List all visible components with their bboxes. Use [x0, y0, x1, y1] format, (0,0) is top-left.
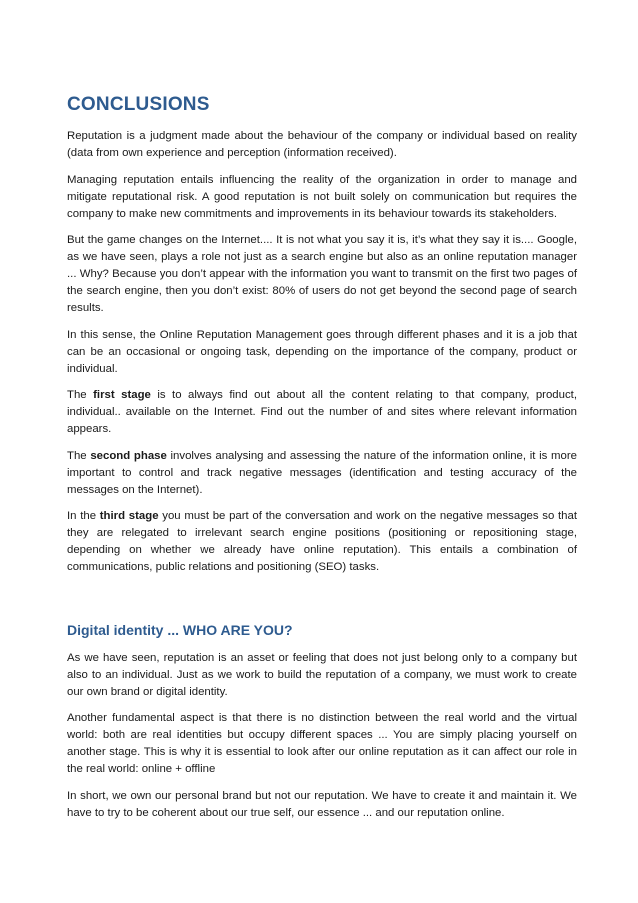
text-run: The	[67, 389, 94, 401]
paragraph: Reputation is a judgment made about the behaviour of the company or individual based on reality (data from own experience and perception (information received).	[67, 130, 577, 159]
paragraph: But the game changes on the Internet.... It is not what you say it is, it’s what they say it is.... Google, as we have seen, plays a role not just as a search engine but also as an online reputation manager ... Why? Because you don’t appear with the information you want to transmit on the first two pages of the search engine, then you don’t exist: 80% of users do not get beyond the second page of search results.	[67, 234, 577, 314]
bold-term: first stage	[93, 389, 151, 401]
paragraph: In this sense, the Online Reputation Management goes through different phases and it is a job that can be an occasional or ongoing task, depending on the importance of the company, product or individual.	[67, 328, 577, 375]
paragraph: Another fundamental aspect is that there is no distinction between the real world and the virtual world: both are real identities but occupy different spaces ... You are simply placing yourself on another stage. This is why it is essential to look after our online reputation as it can affect our role in the real world: online + offline	[67, 712, 577, 775]
document-page	[67, 92, 577, 831]
text-run: you must be part of the conversation and work on the negative messages so that they are relegated to irrelevant search engine positions (positioning or repositioning stage, depending on whether we already have online reputation). This entails a combination of communications, public relations and positioning (SEO) tasks.	[67, 510, 578, 573]
paragraph: As we have seen, reputation is an asset or feeling that does not just belong only to a company but also to an individual. Just as we work to build the reputation of a company, we must work to create our own brand or digital identity.	[67, 651, 577, 698]
conclusions-heading: CONCLUSIONS	[67, 94, 210, 115]
digital-identity-heading: Digital identity ... WHO ARE YOU?	[67, 621, 293, 638]
section-spacer	[67, 586, 577, 620]
text-run: is to always find out about all the content relating to that company, product, individual.. available on the Internet. Find out the number of and sites where relevant information appears.	[67, 389, 577, 435]
bold-term: third stage	[99, 510, 159, 522]
text-run: In the	[67, 510, 100, 522]
paragraph: In short, we own our personal brand but not our reputation. We have to create it and maintain it. We have to try to be coherent about our true self, our essence ... and our reputation online.	[67, 789, 577, 819]
paragraph: Managing reputation entails influencing the reality of the organization in order to manage and mitigate reputational risk. A good reputation is not built solely on communication but requires the company to make new commitments and improvements in its behaviour towards its stakeholders.	[67, 173, 577, 220]
text-run: involves analysing and assessing the nature of the information online, it is more important to control and track negative messages (identification and testing accuracy of the messages on the Internet).	[67, 449, 578, 496]
paragraph-first-stage	[67, 387, 577, 438]
text-run: The	[67, 449, 91, 462]
paragraph-third-stage	[67, 508, 577, 576]
paragraph-second-phase	[67, 448, 577, 499]
bold-term: second phase	[90, 449, 167, 462]
